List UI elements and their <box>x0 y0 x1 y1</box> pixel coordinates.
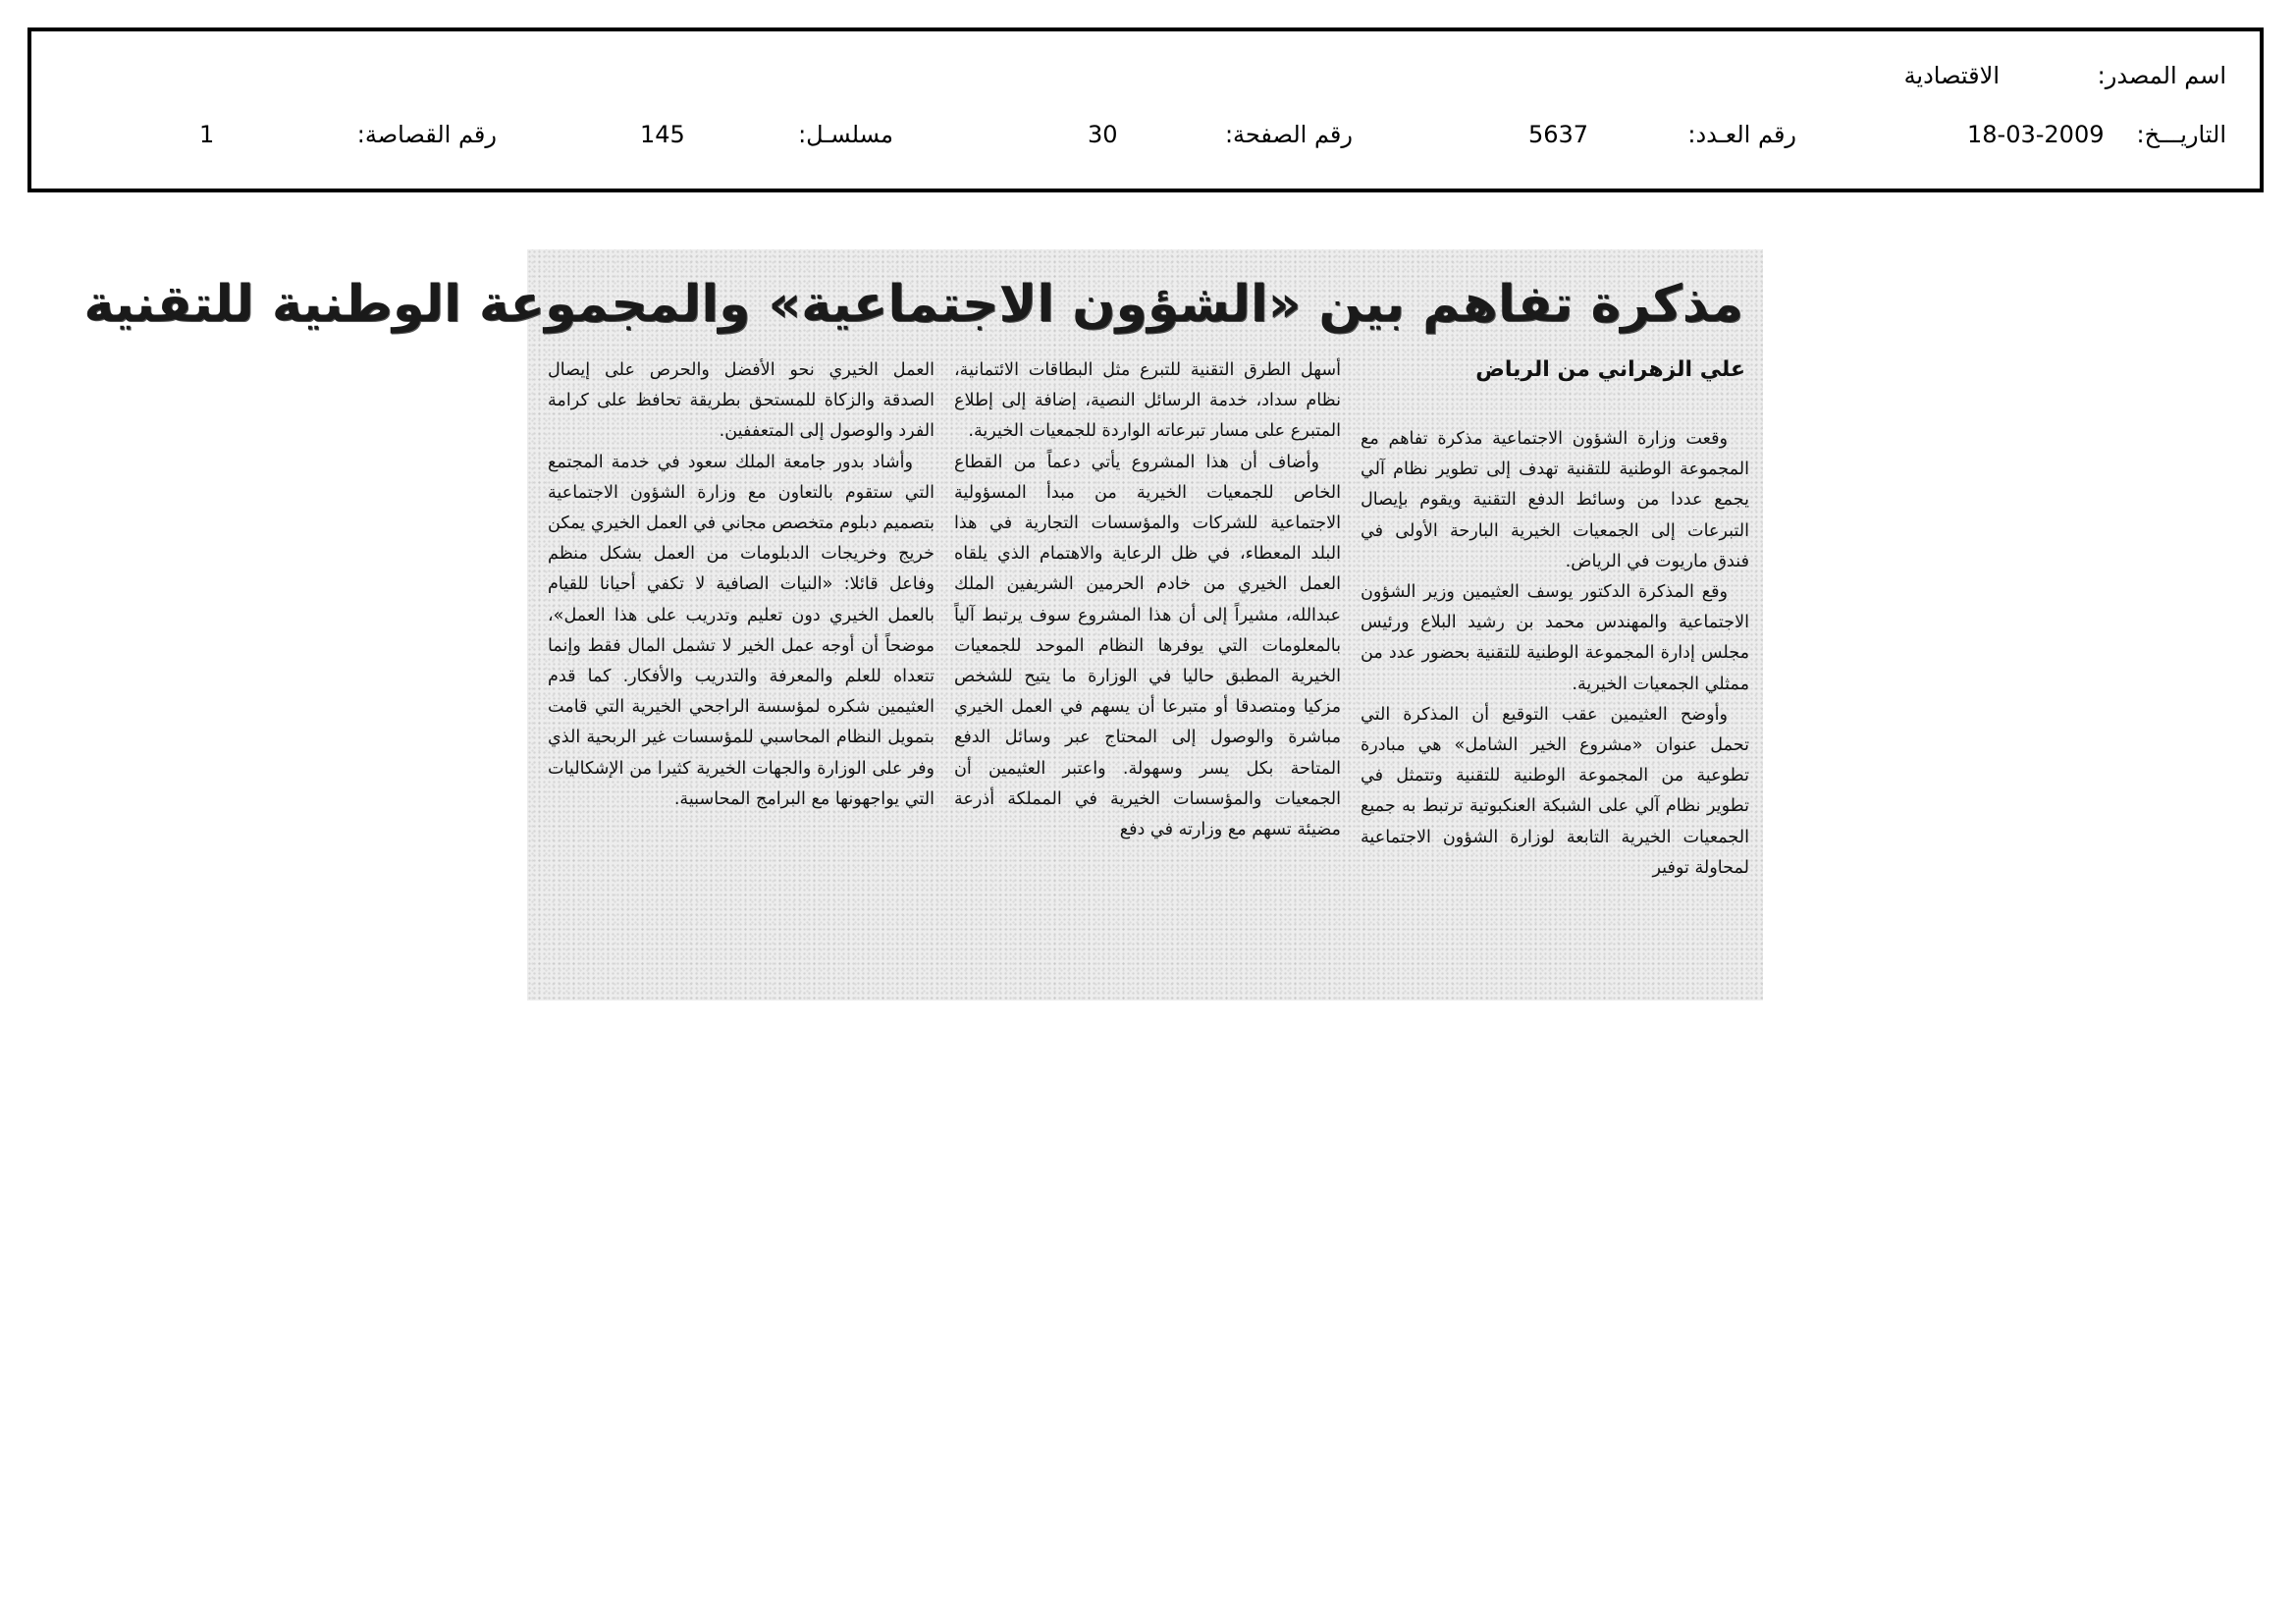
paragraph: العمل الخيري نحو الأفضل والحرص على إيصال الصدقة والزكاة للمستحق بطريقة تحافظ على كرامة الفرد والوصول إلى المتعففين. <box>548 360 934 442</box>
date-label: التاريـــخ: <box>2136 121 2226 148</box>
article-column-1 <box>1361 424 1749 884</box>
page-value: 30 <box>1088 121 1118 148</box>
issue-value: 5637 <box>1528 121 1589 148</box>
paragraph: وأشاد بدور جامعة الملك سعود في خدمة المجتمع التي ستقوم بالتعاون مع وزارة الشؤون الاجتماعية بتصميم دبلوم متخصص مجاني في العمل الخيري يمكن خريج وخريجات الدبلومات من العمل بشكل منظم وفاعل قائلا: «النيات الصافية لا تكفي أحيانا للقيام بالعمل الخيري دون تعليم وتدريب على هذا العمل»، موضحاً أن أوجه عمل الخير لا تشمل المال فقط وإنما تتعداه للعلم والمعرفة والتدريب والأفكار. كما قدم العثيمين شكره لمؤسسة الراجحي الخيرية التي قامت بتمويل النظام المحاسبي للمؤسسات غير الربحية الذي وفر على الوزارة والجهات الخيرية كثيرا من الإشكاليات التي يواجهونها مع البرامج المحاسبية. <box>548 452 934 809</box>
issue-label: رقم العـدد: <box>1687 121 1796 148</box>
clip-number-value: 1 <box>199 121 215 148</box>
clipping-metadata-box <box>27 27 2264 192</box>
newspaper-clipping <box>83 249 1763 1001</box>
serial-value: 145 <box>640 121 685 148</box>
clip-number-label: رقم القصاصة: <box>356 121 497 148</box>
paragraph: أسهل الطرق التقنية للتبرع مثل البطاقات الائتمانية، نظام سداد، خدمة الرسائل النصية، إضافة إلى إطلاع المتبرع على مسار تبرعاته الواردة للجمعيات الخيرية. <box>954 360 1341 442</box>
article-column-3 <box>548 355 934 815</box>
source-label: اسم المصدر: <box>2097 62 2226 89</box>
serial-label: مسلسـل: <box>798 121 893 148</box>
article-byline: علي الزهراني من الرياض <box>1475 357 1745 382</box>
date-value: 18-03-2009 <box>1967 121 2105 148</box>
article-column-2 <box>954 355 1341 845</box>
page-label: رقم الصفحة: <box>1224 121 1353 148</box>
paragraph: وأضاف أن هذا المشروع يأتي دعماً من القطاع الخاص للجمعيات الخيرية من مبدأ المسؤولية الاجتماعية للشركات والمؤسسات التجارية في هذا البلد المعطاء، في ظل الرعاية والاهتمام الذي يلقاه العمل الخيري من خادم الحرمين الشريفين الملك عبدالله، مشيراً إلى أن هذا المشروع سوف يرتبط آلياً بالمعلومات التي يوفرها النظام الموحد للجمعيات الخيرية المطبق حاليا في الوزارة ما يتيح للشخص مزكيا ومتصدقا أو متبرعا أن يسهم في العمل الخيري مباشرة والوصول إلى المحتاج عبر وسائل الدفع المتاحة بكل يسر وسهولة. واعتبر العثيمين أن الجمعيات والمؤسسات الخيرية في المملكة أذرعة مضيئة تسهم مع وزارته في دفع <box>954 452 1341 840</box>
paragraph: وأوضح العثيمين عقب التوقيع أن المذكرة التي تحمل عنوان «مشروع الخير الشامل» هي مبادرة تطوعية من المجموعة الوطنية للتقنية وتتمثل في تطوير نظام آلي على الشبكة العنكبوتية ترتبط به جميع الجمعيات الخيرية التابعة لوزارة الشؤون الاجتماعية لمحاولة توفير <box>1361 704 1749 878</box>
paragraph: وقع المذكرة الدكتور يوسف العثيمين وزير الشؤون الاجتماعية والمهندس محمد بن رشيد البلاع ورئيس مجلس إدارة المجموعة الوطنية للتقنية بحضور عدد من ممثلي الجمعيات الخيرية. <box>1361 582 1749 694</box>
paragraph: وقعت وزارة الشؤون الاجتماعية مذكرة تفاهم مع المجموعة الوطنية للتقنية تهدف إلى تطوير نظام آلي يجمع عددا من وسائط الدفع التقنية ويقوم بإيصال التبرعات إلى الجمعيات الخيرية البارحة الأولى في فندق ماريوت في الرياض. <box>1361 429 1749 571</box>
source-value: الاقتصادية <box>1903 62 2000 89</box>
article-headline: مذكرة تفاهم بين «الشؤون الاجتماعية» والمجموعة الوطنية للتقنية <box>83 275 1743 334</box>
